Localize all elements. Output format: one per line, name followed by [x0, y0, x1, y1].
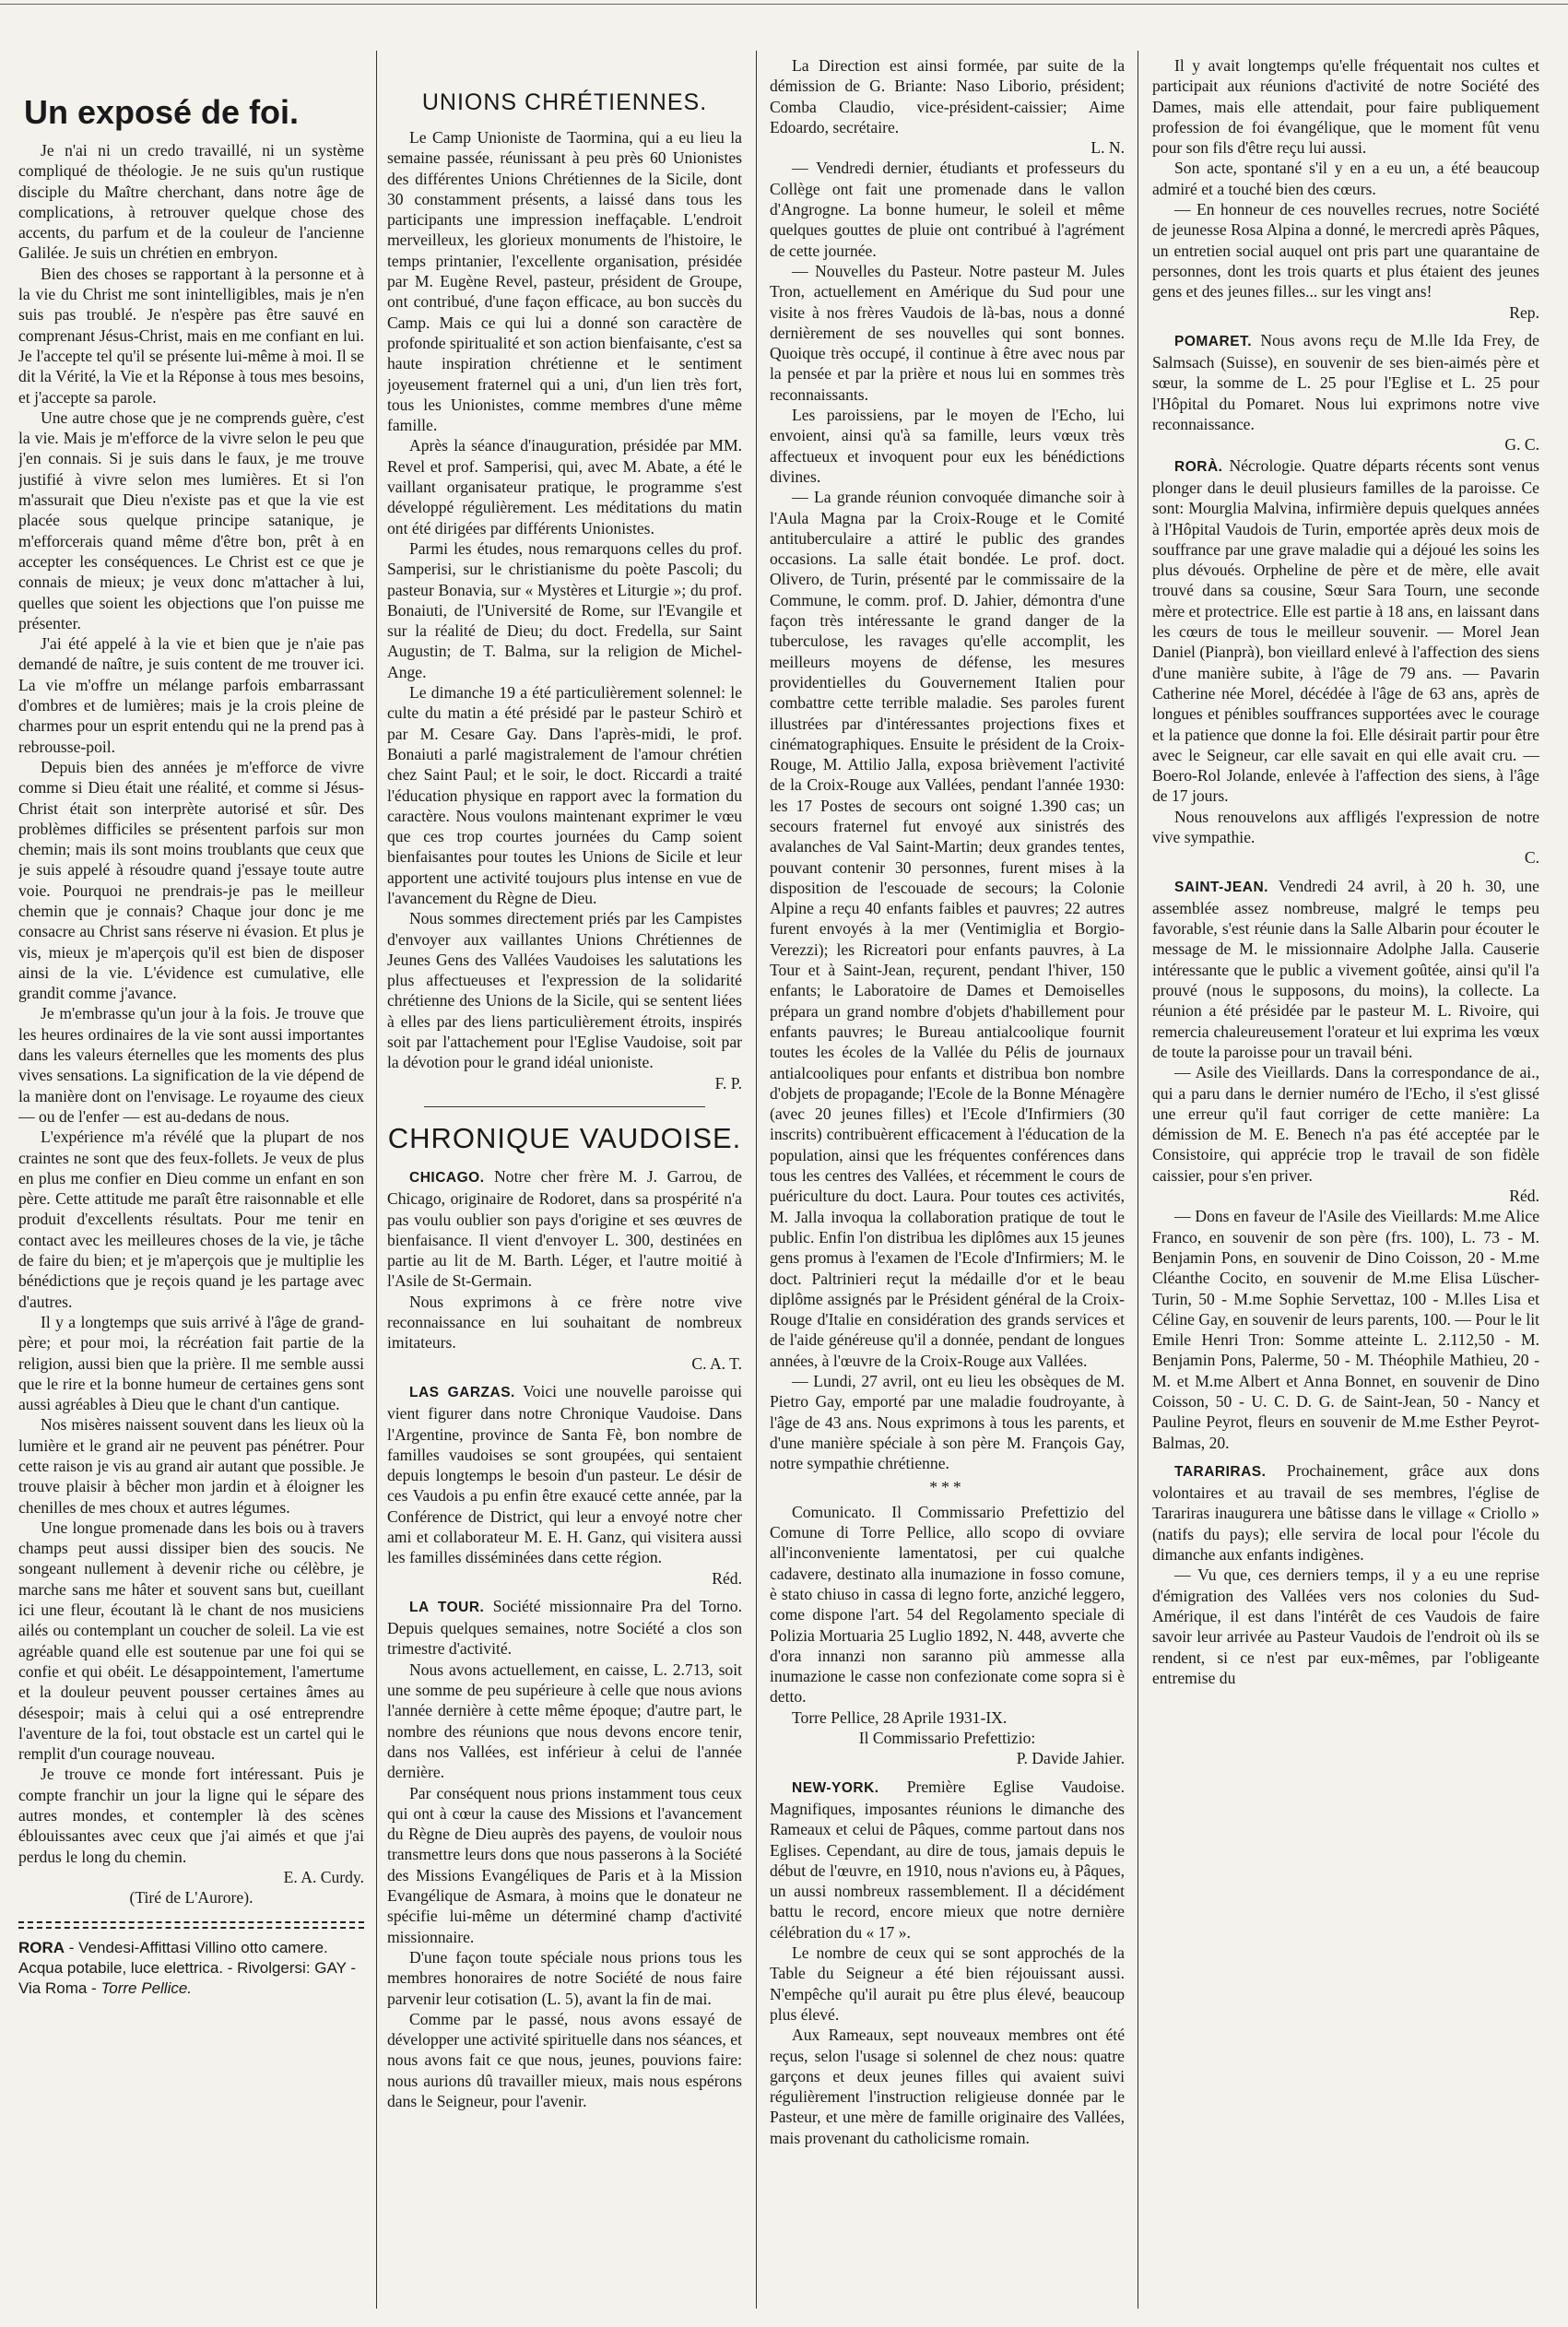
place-name: RORÀ.	[1174, 458, 1223, 475]
column-rule	[376, 51, 377, 2309]
paragraph: Il y a longtemps que suis arrivé à l'âge de grand-père; et pour moi, la récréation fait partie de la religion, aussi bien que la prière. Il me semble aussi que le rire et la bonne humeur de certaines gens sont aussi agréables à Dieu que le chant d'un cantique.	[18, 1312, 364, 1414]
paragraph: — Vu que, ces derniers temps, il y a eu une reprise d'émigration des Vallées vers nos colonies du Sud-Amérique, il est dans l'intérêt de ces Vaudois de faire savoir leur arrivée au Pasteur Vaudois de l'endroit où ils se rendent, si ce n'est par eux-mêmes, par l'obligeante entremise du	[1152, 1565, 1539, 1687]
top-rule	[0, 4, 1568, 5]
ornamental-divider	[18, 1921, 364, 1929]
news-item: CHICAGO. Notre cher frère M. J. Garrou, de Chicago, originaire de Rodoret, dans sa prospérité n'a pas voulu oublier son pays d'origine et ses œuvres de bienfaisance. Il vient d'envoyer L. 300, destinées en partie au lit de M. Barth. Léger, et l'autre moitié à l'Asile de St-Germain.	[387, 1166, 742, 1291]
place-name: NEW-YORK.	[792, 1779, 879, 1796]
paragraph: Après la séance d'inauguration, présidée par MM. Revel et prof. Samperisi, qui, avec M. Abate, a été le vaillant organisateur pratique, le programme s'est développé régulièrement. Les méditations du matin ont été dirigées par différents Unionistes.	[387, 436, 742, 537]
news-item: NEW-YORK. Première Eglise Vaudoise. Magnifiques, imposantes réunions le dimanche des Rameaux et celui de Pâques, comme partout dans nos Eglises. Cependant, au dire de tous, jamais depuis le début de l'œuvre, en 1910, nous n'avions eu, à Pâques, un aussi nombreux rassemblement. Il a décidément battu le record, encore mieux que notre dernière célébration du « 17 ».	[770, 1777, 1125, 1942]
column-4	[1152, 55, 1539, 2309]
paragraph: Par conséquent nous prions instamment tous ceux qui ont à cœur la cause des Missions et l'avancement du Règne de Dieu auprès des payens, de vouloir nous transmettre leurs dons que nous passerons à la Société des Missions Evangéliques de Paris et à la Mission Evangélique de Asmara, à moins que le donateur ne spécifie lui-même un déterminé champ d'activité missionnaire.	[387, 1783, 742, 1946]
news-item: POMARET. Nous avons reçu de M.lle Ida Frey, de Salmsach (Suisse), en souvenir de ses bien-aimés père et sœur, la somme de L. 25 pour l'Eglise et L. 25 pour l'Hôpital du Pomaret. Nous lui exprimons notre vive reconnaissance.	[1152, 330, 1539, 434]
place-name: SAINT-JEAN.	[1174, 879, 1268, 895]
paragraph: Nous exprimons à ce frère notre vive reconnaissance en lui souhaitant de nombreux imitateurs.	[387, 1292, 742, 1352]
column-rule	[756, 51, 757, 2309]
paragraph: Je trouve ce monde fort intéressant. Puis je compte franchir un jour la ligne qui le sépare des autres mondes, et contempler là des scènes éblouissantes avec ceux que j'ai aimés et que j'ai perdus le long du chemin.	[18, 1765, 364, 1866]
signature: F. P.	[714, 1073, 742, 1093]
paragraph: Nous renouvelons aux affligés l'expression de notre vive sympathie.	[1152, 807, 1539, 846]
paragraph: Comme par le passé, nous avons essayé de développer une activité spirituelle dans nos séances, et nous avons fait ce que nous, jeunes, pouvions faire: nous aurions dû travailler mieux, mais nous espérons dans le Seigneur, pour l'avenir.	[387, 2009, 742, 2111]
paragraph: Nos misères naissent souvent dans les lieux où la lumière et le grand air ne peuvent pas pénétrer. Pour cette raison je vis au grand air autant que possible. Je trouve plaisir à bêcher mon jardin et à éloigner les chenilles de mes choux et autres légumes.	[18, 1415, 364, 1517]
place-name: POMARET.	[1174, 333, 1253, 349]
section-stars: ***	[929, 1478, 965, 1497]
paragraph: — Lundi, 27 avril, ont eu lieu les obsèques de M. Pietro Gay, emporté par une maladie foudroyante, à l'âge de 43 ans. Nous exprimons à tous les parents, et d'une manière spéciale à son père M. François Gay, notre sympathie chrétienne.	[770, 1372, 1125, 1473]
paragraph: D'une façon toute spéciale nous prions tous les membres honoraires de notre Société de nous faire parvenir leur cotisation (L. 5), avant la fin de mai.	[387, 1947, 742, 2008]
paragraph: J'ai été appelé à la vie et bien que je n'aie pas demandé de naître, je suis content de me trouver ici. La vie m'offre un mélange parfois embarrassant d'ombres et de lumières; mais je la crois pleine de charmes pour un esprit entendu qui ne la prend pas à rebrousse-poil.	[18, 634, 364, 756]
section-heading: CHRONIQUE VAUDOISE.	[387, 1121, 742, 1154]
signature: L. N.	[1091, 138, 1125, 158]
paragraph: Nous avons actuellement, en caisse, L. 2.713, soit une somme de peu supérieure à celle que nous avions l'année dernière à cette même époque; d'autre part, le nombre des réunions que nous devons encore tenir, dans nos Vallées, est inférieur à celui de l'année dernière.	[387, 1660, 742, 1782]
paragraph: La Direction est ainsi formée, par suite de la démission de G. Briante: Naso Liborio, président; Comba Claudio, vice-président-caissier; Aime Edoardo, secrétaire.	[770, 56, 1125, 136]
paragraph: — Asile des Vieillards. Dans la correspondance de ai., qui a paru dans le dernier numéro de l'Echo, il s'est glissé une erreur qu'il faut corriger de cette manière: La démission de M. E. Benech n'a pas été acceptée par le Consistoire, qui apprécie trop le travail de son fidèle caissier, pour s'en priver.	[1152, 1063, 1539, 1185]
signature: G. C.	[1504, 435, 1539, 455]
column-1	[18, 55, 364, 2309]
paragraph: Les paroissiens, par le moyen de l'Echo, lui envoient, ainsi qu'à sa famille, leurs vœux très affectueux et invoquent pour eux les bénédictions divines.	[770, 406, 1125, 486]
news-item: TARARIRAS. Prochainement, grâce aux dons volontaires et au travail de ses membres, l'église de Tarariras inaugurera une bâtisse dans le village « Criollo » (natifs du pays); elle servira de local pour l'école du dimanche aux enfants indigènes.	[1152, 1460, 1539, 1565]
ad-town: Torre Pellice.	[100, 1979, 193, 1997]
signature: E. A. Curdy.	[283, 1867, 364, 1886]
place-name: TARARIRAS.	[1174, 1463, 1267, 1480]
divider	[424, 1106, 705, 1107]
signature: C.	[1524, 848, 1539, 868]
news-item: LAS GARZAS. Voici une nouvelle paroisse qui vient figurer dans notre Chronique Vaudoise. Dans l'Argentine, province de Santa Fè, bon nombre de familles vaudoises se sont groupées, qui sentaient depuis longtemps le besoin d'un pasteur. Le désir de ces Vaudois a pu enfin être exaucé cette année, par la Conférence de District, qui leur a envoyé notre cher ami et collaborateur M. E. H. Ganz, qui visitera aussi les familles disséminées dans cette région.	[387, 1381, 742, 1567]
paragraph: Une autre chose que je ne comprends guère, c'est la vie. Mais je m'efforce de la vivre selon le peu que j'en connais. Si je suis dans le faux, je me trouve justifié à vivre selon mes lumières. Et si l'on m'assurait que Dieu n'existe pas et que la vie est placée sous quelque principe satanique, je m'efforcerais quand même d'être bon, prêt à en accepter les conséquences. Le Christ est ce que je connais de mieux; je veux donc m'attacher à lui, quelles que soient les objections que l'on puisse me présenter.	[18, 408, 364, 632]
paragraph: Nous sommes directement priés par les Campistes d'envoyer aux vaillantes Unions Chrétiennes de Jeunes Gens des Vallées Vaudoises les salutations les plus affectueuses et l'expression de la solidarité chrétienne des Unions de la Sicile, qui se sentent liées à elles par des liens particulièrement étroits, inspirés soit par l'attachement pour l'Eglise Vaudoise, soit par la dévotion pour le grand idéal unioniste.	[387, 909, 742, 1072]
source-note: (Tiré de L'Aurore).	[129, 1888, 253, 1908]
paragraph: — En honneur de ces nouvelles recrues, notre Société de jeunesse Rosa Alpina a donné, le mercredi après Pâques, un entretien social auquel ont pris part une quarantaine de personnes, dont les trois quarts et plus étaient des jeunes gens et des jeunes filles... sur les vingt ans!	[1152, 200, 1539, 301]
signature: Réd.	[712, 1568, 742, 1588]
paragraph: Il y avait longtemps qu'elle fréquentait nos cultes et participait aux réunions d'activité de notre Société des Dames, mais elle attendait, pour faire publiquement profession de foi évangélique, que le moment fût venu pour son fils d'être reçu lui aussi.	[1152, 56, 1539, 158]
news-item: SAINT-JEAN. Vendredi 24 avril, à 20 h. 30, une assemblée assez nombreuse, malgré le temps peu favorable, s'est réunie dans la Salle Albarin pour écouter le message de M. le missionnaire Adolphe Jalla. Causerie intéressante que le public a vivement goûtée, ainsi qu'il l'a prouvé (nous le supposons, du moins), la collecte. La réunion a été présidée par le pasteur M. L. Rivoire, qui remercia chaleureusement l'orateur et lui exprima les vœux de toute la paroisse pour un travail béni.	[1152, 876, 1539, 1061]
place-name: LA TOUR.	[409, 1599, 485, 1615]
paragraph: Comunicato. Il Commissario Prefettizio del Comune di Torre Pellice, allo scopo di ovviare all'inconveniente lamentatosi, per cui qualche cadavere, destinato alla inumazione in fosso comune, è stato chiuso in cassa di legno forte, anziché leggero, come dispone l'art. 54 del Regolamento speciale di Polizia Mortuaria 25 Luglio 1892, N. 448, avverte che d'ora innanzi non saranno più ammesse alla inumazione le casse non confezionate come sopra si è detto.	[770, 1502, 1125, 1707]
paragraph: Je m'embrasse qu'un jour à la fois. Je trouve que les heures ordinaires de la vie sont aussi importantes dans les valeurs éternelles que les moments des plus vives sensations. La signification de la vie dépend de la manière dont on l'envisage. Le royaume des cieux — ou de l'enfer — est au-dedans de nous.	[18, 1004, 364, 1126]
paragraph: L'expérience m'a révélé que la plupart de nos craintes ne sont que des feux-follets. Je veux de plus en plus me confier en Dieu comme un enfant en son père. Cette attitude me paraît être raisonnable et elle produit d'excellents résultats. Pour me tenir en contact avec les meilleures choses de la vie, je tâche de faire du bien; et je m'aperçois que je multiplie les bénédictions que je reçois quand je les partage avec d'autres.	[18, 1128, 364, 1311]
signature: P. Davide Jahier.	[1016, 1749, 1125, 1768]
news-item: RORÀ. Nécrologie. Quatre départs récents sont venus plonger dans le deuil plusieurs familles de la paroisse. Ce sont: Mourglia Malvina, infirmière depuis quelques années à l'Hôpital Vaudois de Turin, emportée après deux mois de souffrance par une grave maladie qui a déjoué les soins les plus dévoués. Orpheline de père et de mère, elle avait trouvé dans sa cousine, Sœur Sara Tourn, une seconde mère et protectrice. Elle est partie à 18 ans, en laissant dans les cœurs de tous le meilleur souvenir. — Morel Jean Daniel (Pianprà), bon vieillard enlevé à l'affection des siens d'une manière subite, à l'âge de 79 ans. — Pavarin Catherine née Morel, décédée à l'âge de 63 ans, après de longues et pénibles souffrances supportées avec le courage et la patience que donne la foi. Elle désirait partir pour être avec le Seigneur, car elle savait en qui elle avait cru. — Boero-Rol Jolande, enlevée à l'affection des siens, à l'âge de 17 jours.	[1152, 455, 1539, 806]
paragraph: — Dons en faveur de l'Asile des Vieillards: M.me Alice Franco, en souvenir de son père (frs. 100), L. 73 - M. Benjamin Pons, en souvenir de Dino Coisson, 20 - M.me Cléanthe Cocito, en souvenir de M.me Elisa Lüscher-Turin, 50 - M.me Sophie Servettaz, 100 - M.lles Lisa et Céline Gay, en souvenir de leurs parents, 100. — Pour le lit Emile Henri Tron: Somme atteinte L. 2.112,50 - M. Benjamin Pons, Palerme, 50 - M. Théophile Mathieu, 20 - M. et M.me Albert et Anna Bonnet, en souvenir de Dino Coisson, 50 - U. C. D. G. de Saint-Jean, 50 - Nancy et Pauline Peyrot, fleurs en souvenir de M.me Esther Peyrot-Balmas, 20.	[1152, 1207, 1539, 1452]
ad-text: - Vendesi-Affittasi Villino otto camere. Acqua potabile, luce elettrica. - Rivolgersi:	[18, 1938, 328, 1977]
paragraph: Le Camp Unioniste de Taormina, qui a eu lieu la semaine passée, réunissant à peu près 60 Unionistes des différentes Unions Chrétiennes de la Sicile, dont 30 constamment présents, a laissé dans tous les participants une impression ineffaçable. L'endroit merveilleux, les glorieux monuments de l'histoire, le temps printanier, l'excellente organisation, présidée par M. Eugène Revel, pasteur, président de Groupe, ont contribué, d'une façon efficace, au bon succès du Camp. Mais ce qui lui a donné son caractère de profonde spiritualité et son action bienfaisante, c'est sa haute inspiration chrétienne et le sentiment joyeusement fraternel qui a uni, d'un lien très fort, tous les Unionistes, comme membres d'une même famille.	[387, 128, 742, 435]
signature: Réd.	[1509, 1187, 1539, 1206]
section-heading: UNIONS CHRÉTIENNES.	[421, 89, 708, 115]
paragraph: — Nouvelles du Pasteur. Notre pasteur M. Jules Tron, actuellement en Amérique du Sud pour une visite à nos frères Vaudois de là-bas, nous a donné dernièrement de ses nouvelles qui sont bonnes. Quoique très occupé, il continue à être avec nous par la pensée et par la prière et nous lui en sommes très reconnaissants.	[770, 261, 1125, 404]
ad-contact: GAY - Via Roma -	[18, 1958, 356, 1997]
paragraph: — Vendredi dernier, étudiants et professeurs du Collège ont fait une promenade dans le vallon d'Angrogne. La bonne humeur, le soleil et même quelques gouttes de pluie ont contribué à l'agrément de cette journée.	[770, 159, 1125, 260]
dateline: Torre Pellice, 28 Aprile 1931-IX.	[792, 1707, 1008, 1727]
paragraph: Le dimanche 19 a été particulièrement solennel: le culte du matin a été présidé par le pasteur Schirò et par M. Cesare Gay. Dans l'après-midi, le prof. Bonaiuti a parlé magistralement de l'amour chrétien chez Saint Paul; et le soir, le doct. Riccardi a traité l'éducation physique en rapport avec la formation du caractère. Nous voulons maintenant exprimer le vœu que ces trop courtes journées du Camp soient bienfaisantes pour toutes les Unions de Sicile et leur apportent une activité toujours plus intense en vue de l'avancement du Règne de Dieu.	[387, 683, 742, 907]
place-name: CHICAGO.	[409, 1169, 485, 1186]
paragraph: Une longue promenade dans les bois ou à travers champs peut aussi dissiper bien des soucis. Ne songeant nullement à devenir riche ou célèbre, je marche sans me hâter et souvent sans but, cueillant ici une fleur, écoutant là le chant de nos musiciens ailés ou contemplant un coucher de soleil. La vie est agréable quand elle est soutenue par une foi qui se confie et qui obéit. Le désappointement, l'amertume et la douleur peuvent pousser certaines âmes au désespoir; mais à celui qui a osé entreprendre l'aventure de la foi, tout obstacle est un cartel qui le remplit d'un courage nouveau.	[18, 1518, 364, 1764]
paragraph: Bien des choses se rapportant à la personne et à la vie du Christ me sont inintelligibles, mais je n'en suis pas troublé. Je n'espère pas être sauvé en comprenant Jésus-Christ, mais en me confiant en lui. Je l'accepte tel qu'il se présente lui-même à moi. Il se dit la Vérité, la Vie et la Réponse à tous mes besoins, et j'accepte sa parole.	[18, 264, 364, 407]
signature: C. A. T.	[691, 1353, 742, 1373]
paragraph: Je n'ai ni un credo travaillé, ni un système compliqué de théologie. Je ne suis qu'un rustique disciple du Maître cherchant, dans notre âge de complications, à retrouver quelque chose des accents, du parfum et de la couleur de l'ancienne Galilée. Je suis un chrétien en embryon.	[18, 141, 364, 263]
paragraph: Aux Rameaux, sept nouveaux membres ont été reçus, selon l'usage si solennel de chez nous: quatre garçons et deux jeunes filles qui avaient suivi régulièrement l'instruction religieuse donnée par le Pasteur, et une mère de famille originaire des Vallées, mais provenant du catholicisme romain.	[770, 2026, 1125, 2147]
place-name: LAS GARZAS.	[409, 1384, 515, 1400]
article-title: Un exposé de foi.	[24, 93, 300, 131]
column-3	[770, 55, 1125, 2309]
signatory-role: Il Commissario Prefettizio:	[858, 1729, 1036, 1748]
column-2	[387, 55, 742, 2309]
news-item: LA TOUR. Société missionnaire Pra del Torno. Depuis quelques semaines, notre Société a clos son trimestre d'activité.	[387, 1596, 742, 1659]
paragraph: Parmi les études, nous remarquons celles du prof. Samperisi, sur le christianisme du poète Pascoli; du pasteur Bonavia, sur « Mystères et Liturgie »; du prof. Bonaiuti, de l'Université de Rome, sur l'Evangile et sur la réalité de Dieu; du doct. Fredella, sur Saint Augustin; de T. Balma, sur la religion de Michel-Ange.	[387, 538, 742, 681]
paragraph: Depuis bien des années je m'efforce de vivre comme si Dieu était une réalité, et comme si Jésus-Christ était son interprète autorisé et sûr. Des problèmes difficiles se présentent parfois sur mon chemin; mais ils sont moins troublants que ceux que je suis appelé à résoudre quand j'essaye toute autre voie. Pourquoi ne prendrais-je pas le meilleur chemin que je connais? Chaque jour donc je me consacre au Christ sans réserve ni évasion. Et plus je vis, mieux je m'aperçois qu'il est bien de disposer ainsi de la vie. L'évidence est cumulative, elle grandit comme j'avance.	[18, 757, 364, 1003]
paragraph: Son acte, spontané s'il y en a eu un, a été beaucoup admiré et a touché bien des cœurs.	[1152, 159, 1539, 198]
signature: Rep.	[1509, 302, 1539, 322]
paragraph: — La grande réunion convoquée dimanche soir à l'Aula Magna par la Croix-Rouge et le Comité antituberculaire a attiré le public des grandes occasions. La salle était bondée. Le prof. doct. Olivero, de Turin, présenté par le commissaire de la Commune, le comm. prof. D. Jahier, démontra d'une façon très intéressante le grand danger de la tuberculose, les ravages qu'elle accomplit, les meilleurs moyens de défense, les mesures providentielles du Gouvernement Italien pour combattre cette terrible maladie. Ses paroles furent illustrées par d'intéressantes projections fixes et cinématographiques. Ensuite le président de la Croix-Rouge, M. Attilio Jalla, exposa brièvement l'activité de la Croix-Rouge aux Vallées, pendant l'année 1930: les 17 Postes de secours ont soigné 1.390 cas; un secours fraternel fut envoyé aux sinistrés des avalanches de Val Saint-Martin; deux grandes tentes, pouvant contenir 30 personnes, furent mises à la disposition de l'escouade de secours; la Colonie Alpine a reçu 40 enfants faibles et pauvres; 22 autres furent envoyés à la mer (Ventimiglia et Borgio-Verezzi); les Ricreatori pour enfants pauvres, à La Tour et à Saint-Jean, reçurent, pendant l'hiver, 150 enfants; le Laboratoire de Dames et Demoiselles prépara un grand nombre d'objets d'habillement pour enfants pauvres; le Bureau antialcoolique fournit toutes les écoles de la Vallée du Pélis de journaux antialcooliques pour enfants et distribua bon nombre d'objets de propagande; l'Ecole de la Bonne Ménagère (avec 20 jeunes filles) et l'Ecole d'Infirmiers (30 inscrits) contribuèrent efficacement à l'éducation de la population, ainsi que les fréquentes conférences dans tous les centres des Vallées, et récemment le cours de puériculture du doct. Laura. Pour toutes ces activités, M. Jalla invoqua la collaboration pratique de tout le public. Enfin l'on distribua les diplômes aux 15 jeunes gens promus à l'examen de l'Ecole d'Infirmiers; M. le doct. Paltrinieri reçut la médaille d'or et le beau diplôme assignés par le Président général de la Croix-Rouge d'Italie en considération des grands services et de l'aide généreuse qu'il a donnée, pendant de longues années, à l'œuvre de la Croix-Rouge aux Vallées.	[770, 488, 1125, 1370]
classified-ad	[18, 1938, 364, 1999]
paragraph: Le nombre de ceux qui se sont approchés de la Table du Seigneur a été bien réjouissant aussi. N'empêche qu'il aurait pu être plus élevé, beaucoup plus élevé.	[770, 1943, 1125, 2024]
ad-place: RORA	[18, 1938, 65, 1956]
